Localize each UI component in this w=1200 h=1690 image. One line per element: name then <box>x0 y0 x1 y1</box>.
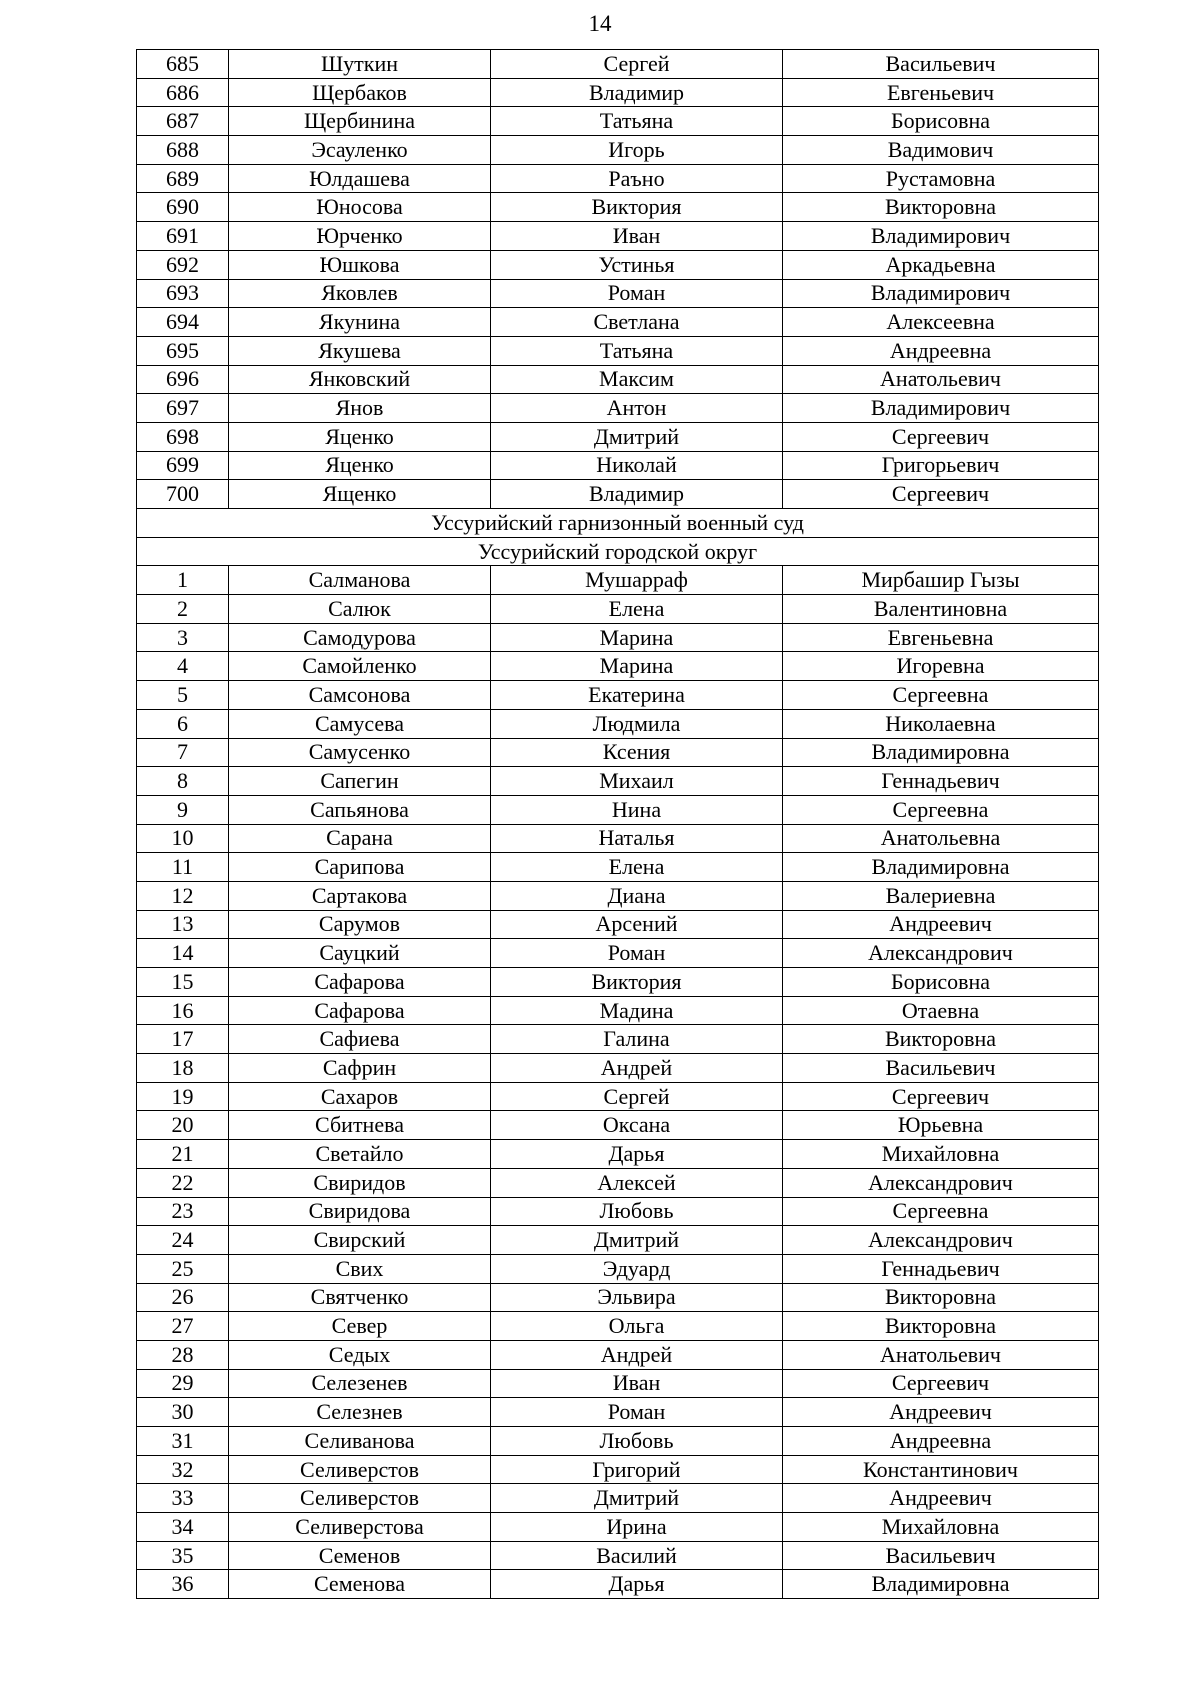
first-name-cell: Владимир <box>491 480 783 509</box>
row-number-cell: 21 <box>137 1140 229 1169</box>
patronymic-cell: Андреевна <box>783 1427 1099 1456</box>
table-row <box>137 968 1099 997</box>
first-name-cell: Дмитрий <box>491 422 783 451</box>
patronymic-cell: Анатольевич <box>783 365 1099 394</box>
row-number-cell: 3 <box>137 623 229 652</box>
page-number: 14 <box>588 11 612 36</box>
section-heading-row <box>137 509 1099 538</box>
first-name-cell: Алексей <box>491 1168 783 1197</box>
surname-cell: Сахаров <box>229 1082 491 1111</box>
patronymic-cell: Владимировна <box>783 738 1099 767</box>
surname-cell: Сафиева <box>229 1025 491 1054</box>
patronymic-cell: Евгеньевич <box>783 78 1099 107</box>
row-number-cell: 692 <box>137 250 229 279</box>
section-heading-row <box>137 537 1099 566</box>
surname-cell: Ященко <box>229 480 491 509</box>
surname-cell: Салманова <box>229 566 491 595</box>
patronymic-cell: Вадимович <box>783 136 1099 165</box>
table-row <box>137 1570 1099 1599</box>
row-number-cell: 34 <box>137 1513 229 1542</box>
table-row <box>137 1111 1099 1140</box>
patronymic-cell: Андреевна <box>783 336 1099 365</box>
first-name-cell: Татьяна <box>491 107 783 136</box>
patronymic-cell: Викторовна <box>783 193 1099 222</box>
patronymic-cell: Анатольевна <box>783 824 1099 853</box>
surname-cell: Якунина <box>229 308 491 337</box>
row-number-cell: 20 <box>137 1111 229 1140</box>
table-row <box>137 1340 1099 1369</box>
row-number-cell: 26 <box>137 1283 229 1312</box>
table-row <box>137 250 1099 279</box>
first-name-cell: Дарья <box>491 1140 783 1169</box>
row-number-cell: 1 <box>137 566 229 595</box>
table-row <box>137 652 1099 681</box>
row-number-cell: 24 <box>137 1226 229 1255</box>
row-number-cell: 694 <box>137 308 229 337</box>
first-name-cell: Михаил <box>491 767 783 796</box>
row-number-cell: 700 <box>137 480 229 509</box>
surname-cell: Свих <box>229 1254 491 1283</box>
patronymic-cell: Игоревна <box>783 652 1099 681</box>
table-row <box>137 623 1099 652</box>
first-name-cell: Арсений <box>491 910 783 939</box>
patronymic-cell: Владимирович <box>783 222 1099 251</box>
table-row <box>137 222 1099 251</box>
row-number-cell: 18 <box>137 1054 229 1083</box>
table-row <box>137 422 1099 451</box>
row-number-cell: 699 <box>137 451 229 480</box>
first-name-cell: Любовь <box>491 1197 783 1226</box>
table-row <box>137 566 1099 595</box>
patronymic-cell: Владимирович <box>783 394 1099 423</box>
first-name-cell: Дмитрий <box>491 1484 783 1513</box>
surname-cell: Яковлев <box>229 279 491 308</box>
surname-cell: Сбитнева <box>229 1111 491 1140</box>
patronymic-cell: Рустамовна <box>783 164 1099 193</box>
table-row <box>137 1427 1099 1456</box>
patronymic-cell: Борисовна <box>783 107 1099 136</box>
surname-cell: Семенов <box>229 1541 491 1570</box>
surname-cell: Селезнев <box>229 1398 491 1427</box>
first-name-cell: Владимир <box>491 78 783 107</box>
first-name-cell: Игорь <box>491 136 783 165</box>
row-number-cell: 11 <box>137 853 229 882</box>
first-name-cell: Иван <box>491 1369 783 1398</box>
surname-cell: Юлдашева <box>229 164 491 193</box>
surname-cell: Селиванова <box>229 1427 491 1456</box>
table-row <box>137 1140 1099 1169</box>
row-number-cell: 30 <box>137 1398 229 1427</box>
first-name-cell: Андрей <box>491 1054 783 1083</box>
row-number-cell: 687 <box>137 107 229 136</box>
patronymic-cell: Васильевич <box>783 50 1099 79</box>
patronymic-cell: Анатольевич <box>783 1340 1099 1369</box>
first-name-cell: Диана <box>491 881 783 910</box>
table-row <box>137 336 1099 365</box>
surname-cell: Самсонова <box>229 681 491 710</box>
table-row <box>137 1254 1099 1283</box>
row-number-cell: 33 <box>137 1484 229 1513</box>
first-name-cell: Василий <box>491 1541 783 1570</box>
patronymic-cell: Андреевич <box>783 910 1099 939</box>
first-name-cell: Мадина <box>491 996 783 1025</box>
table-row <box>137 824 1099 853</box>
row-number-cell: 28 <box>137 1340 229 1369</box>
section-heading: Уссурийский городской округ <box>137 537 1099 566</box>
table-row <box>137 1226 1099 1255</box>
surname-cell: Сапегин <box>229 767 491 796</box>
patronymic-cell: Евгеньевна <box>783 623 1099 652</box>
roster-body <box>137 50 1099 1599</box>
surname-cell: Шуткин <box>229 50 491 79</box>
surname-cell: Сафарова <box>229 996 491 1025</box>
surname-cell: Самусенко <box>229 738 491 767</box>
row-number-cell: 693 <box>137 279 229 308</box>
surname-cell: Сафарова <box>229 968 491 997</box>
first-name-cell: Роман <box>491 939 783 968</box>
first-name-cell: Ирина <box>491 1513 783 1542</box>
first-name-cell: Дмитрий <box>491 1226 783 1255</box>
row-number-cell: 31 <box>137 1427 229 1456</box>
row-number-cell: 22 <box>137 1168 229 1197</box>
table-row <box>137 738 1099 767</box>
table-row <box>137 78 1099 107</box>
surname-cell: Щербаков <box>229 78 491 107</box>
row-number-cell: 689 <box>137 164 229 193</box>
surname-cell: Селезенев <box>229 1369 491 1398</box>
surname-cell: Селиверстов <box>229 1484 491 1513</box>
table-row <box>137 451 1099 480</box>
table-row <box>137 394 1099 423</box>
first-name-cell: Андрей <box>491 1340 783 1369</box>
table-row <box>137 1398 1099 1427</box>
surname-cell: Якушева <box>229 336 491 365</box>
surname-cell: Сарумов <box>229 910 491 939</box>
table-row <box>137 1369 1099 1398</box>
row-number-cell: 696 <box>137 365 229 394</box>
first-name-cell: Сергей <box>491 50 783 79</box>
row-number-cell: 36 <box>137 1570 229 1599</box>
row-number-cell: 10 <box>137 824 229 853</box>
patronymic-cell: Алексеевна <box>783 308 1099 337</box>
patronymic-cell: Владимирович <box>783 279 1099 308</box>
surname-cell: Самойленко <box>229 652 491 681</box>
row-number-cell: 9 <box>137 795 229 824</box>
patronymic-cell: Васильевич <box>783 1541 1099 1570</box>
surname-cell: Селиверстова <box>229 1513 491 1542</box>
patronymic-cell: Александрович <box>783 1226 1099 1255</box>
row-number-cell: 690 <box>137 193 229 222</box>
roster-table <box>136 49 1099 1599</box>
patronymic-cell: Владимировна <box>783 853 1099 882</box>
first-name-cell: Сергей <box>491 1082 783 1111</box>
surname-cell: Сауцкий <box>229 939 491 968</box>
patronymic-cell: Михайловна <box>783 1140 1099 1169</box>
surname-cell: Север <box>229 1312 491 1341</box>
first-name-cell: Галина <box>491 1025 783 1054</box>
first-name-cell: Татьяна <box>491 336 783 365</box>
patronymic-cell: Геннадьевич <box>783 1254 1099 1283</box>
table-row <box>137 1025 1099 1054</box>
first-name-cell: Антон <box>491 394 783 423</box>
first-name-cell: Ольга <box>491 1312 783 1341</box>
patronymic-cell: Викторовна <box>783 1025 1099 1054</box>
table-row <box>137 1054 1099 1083</box>
row-number-cell: 23 <box>137 1197 229 1226</box>
first-name-cell: Мушарраф <box>491 566 783 595</box>
first-name-cell: Эльвира <box>491 1283 783 1312</box>
patronymic-cell: Отаевна <box>783 996 1099 1025</box>
surname-cell: Сарана <box>229 824 491 853</box>
table-row <box>137 1082 1099 1111</box>
row-number-cell: 4 <box>137 652 229 681</box>
first-name-cell: Николай <box>491 451 783 480</box>
table-row <box>137 910 1099 939</box>
table-row <box>137 709 1099 738</box>
patronymic-cell: Михайловна <box>783 1513 1099 1542</box>
surname-cell: Седых <box>229 1340 491 1369</box>
table-row <box>137 1283 1099 1312</box>
table-row <box>137 136 1099 165</box>
table-row <box>137 881 1099 910</box>
patronymic-cell: Андреевич <box>783 1484 1099 1513</box>
patronymic-cell: Викторовна <box>783 1312 1099 1341</box>
row-number-cell: 13 <box>137 910 229 939</box>
first-name-cell: Наталья <box>491 824 783 853</box>
first-name-cell: Раъно <box>491 164 783 193</box>
first-name-cell: Светлана <box>491 308 783 337</box>
first-name-cell: Григорий <box>491 1455 783 1484</box>
surname-cell: Сартакова <box>229 881 491 910</box>
surname-cell: Самодурова <box>229 623 491 652</box>
row-number-cell: 16 <box>137 996 229 1025</box>
first-name-cell: Дарья <box>491 1570 783 1599</box>
surname-cell: Яценко <box>229 451 491 480</box>
table-row <box>137 853 1099 882</box>
table-row <box>137 1197 1099 1226</box>
patronymic-cell: Сергеевна <box>783 1197 1099 1226</box>
patronymic-cell: Сергеевич <box>783 422 1099 451</box>
row-number-cell: 686 <box>137 78 229 107</box>
row-number-cell: 5 <box>137 681 229 710</box>
surname-cell: Салюк <box>229 595 491 624</box>
patronymic-cell: Аркадьевна <box>783 250 1099 279</box>
patronymic-cell: Сергеевна <box>783 795 1099 824</box>
patronymic-cell: Александрович <box>783 1168 1099 1197</box>
patronymic-cell: Александрович <box>783 939 1099 968</box>
patronymic-cell: Григорьевич <box>783 451 1099 480</box>
first-name-cell: Марина <box>491 623 783 652</box>
first-name-cell: Максим <box>491 365 783 394</box>
first-name-cell: Оксана <box>491 1111 783 1140</box>
patronymic-cell: Сергеевна <box>783 681 1099 710</box>
row-number-cell: 27 <box>137 1312 229 1341</box>
table-row <box>137 681 1099 710</box>
patronymic-cell: Викторовна <box>783 1283 1099 1312</box>
first-name-cell: Любовь <box>491 1427 783 1456</box>
row-number-cell: 29 <box>137 1369 229 1398</box>
patronymic-cell: Сергеевич <box>783 480 1099 509</box>
table-row <box>137 1513 1099 1542</box>
surname-cell: Сапьянова <box>229 795 491 824</box>
surname-cell: Семенова <box>229 1570 491 1599</box>
patronymic-cell: Сергеевич <box>783 1082 1099 1111</box>
row-number-cell: 691 <box>137 222 229 251</box>
surname-cell: Юшкова <box>229 250 491 279</box>
patronymic-cell: Борисовна <box>783 968 1099 997</box>
table-row <box>137 365 1099 394</box>
row-number-cell: 25 <box>137 1254 229 1283</box>
table-row <box>137 193 1099 222</box>
patronymic-cell: Константинович <box>783 1455 1099 1484</box>
row-number-cell: 32 <box>137 1455 229 1484</box>
surname-cell: Святченко <box>229 1283 491 1312</box>
patronymic-cell: Мирбашир Гызы <box>783 566 1099 595</box>
first-name-cell: Эдуард <box>491 1254 783 1283</box>
first-name-cell: Иван <box>491 222 783 251</box>
surname-cell: Юносова <box>229 193 491 222</box>
patronymic-cell: Сергеевич <box>783 1369 1099 1398</box>
row-number-cell: 14 <box>137 939 229 968</box>
row-number-cell: 697 <box>137 394 229 423</box>
row-number-cell: 2 <box>137 595 229 624</box>
surname-cell: Щербинина <box>229 107 491 136</box>
surname-cell: Светайло <box>229 1140 491 1169</box>
table-row <box>137 1541 1099 1570</box>
first-name-cell: Ксения <box>491 738 783 767</box>
patronymic-cell: Юрьевна <box>783 1111 1099 1140</box>
first-name-cell: Устинья <box>491 250 783 279</box>
surname-cell: Селиверстов <box>229 1455 491 1484</box>
table-row <box>137 107 1099 136</box>
row-number-cell: 6 <box>137 709 229 738</box>
table-row <box>137 1455 1099 1484</box>
first-name-cell: Роман <box>491 1398 783 1427</box>
surname-cell: Янов <box>229 394 491 423</box>
surname-cell: Сафрин <box>229 1054 491 1083</box>
row-number-cell: 688 <box>137 136 229 165</box>
surname-cell: Свиридова <box>229 1197 491 1226</box>
first-name-cell: Елена <box>491 595 783 624</box>
table-row <box>137 996 1099 1025</box>
patronymic-cell: Васильевич <box>783 1054 1099 1083</box>
patronymic-cell: Владимировна <box>783 1570 1099 1599</box>
patronymic-cell: Николаевна <box>783 709 1099 738</box>
row-number-cell: 12 <box>137 881 229 910</box>
table-row <box>137 939 1099 968</box>
first-name-cell: Роман <box>491 279 783 308</box>
row-number-cell: 698 <box>137 422 229 451</box>
table-row <box>137 767 1099 796</box>
table-row <box>137 50 1099 79</box>
table-row <box>137 1484 1099 1513</box>
first-name-cell: Людмила <box>491 709 783 738</box>
table-row <box>137 795 1099 824</box>
row-number-cell: 17 <box>137 1025 229 1054</box>
first-name-cell: Марина <box>491 652 783 681</box>
first-name-cell: Виктория <box>491 968 783 997</box>
row-number-cell: 695 <box>137 336 229 365</box>
surname-cell: Сарипова <box>229 853 491 882</box>
table-row <box>137 308 1099 337</box>
surname-cell: Яценко <box>229 422 491 451</box>
row-number-cell: 19 <box>137 1082 229 1111</box>
patronymic-cell: Валериевна <box>783 881 1099 910</box>
first-name-cell: Нина <box>491 795 783 824</box>
table-row <box>137 1312 1099 1341</box>
table-row <box>137 1168 1099 1197</box>
patronymic-cell: Андреевич <box>783 1398 1099 1427</box>
patronymic-cell: Валентиновна <box>783 595 1099 624</box>
section-heading: Уссурийский гарнизонный военный суд <box>137 509 1099 538</box>
row-number-cell: 35 <box>137 1541 229 1570</box>
surname-cell: Самусева <box>229 709 491 738</box>
first-name-cell: Елена <box>491 853 783 882</box>
row-number-cell: 8 <box>137 767 229 796</box>
surname-cell: Юрченко <box>229 222 491 251</box>
row-number-cell: 7 <box>137 738 229 767</box>
row-number-cell: 685 <box>137 50 229 79</box>
surname-cell: Свирский <box>229 1226 491 1255</box>
table-row <box>137 595 1099 624</box>
table-row <box>137 279 1099 308</box>
table-row <box>137 164 1099 193</box>
row-number-cell: 15 <box>137 968 229 997</box>
first-name-cell: Екатерина <box>491 681 783 710</box>
first-name-cell: Виктория <box>491 193 783 222</box>
surname-cell: Свиридов <box>229 1168 491 1197</box>
surname-cell: Эсауленко <box>229 136 491 165</box>
surname-cell: Янковский <box>229 365 491 394</box>
table-row <box>137 480 1099 509</box>
patronymic-cell: Геннадьевич <box>783 767 1099 796</box>
